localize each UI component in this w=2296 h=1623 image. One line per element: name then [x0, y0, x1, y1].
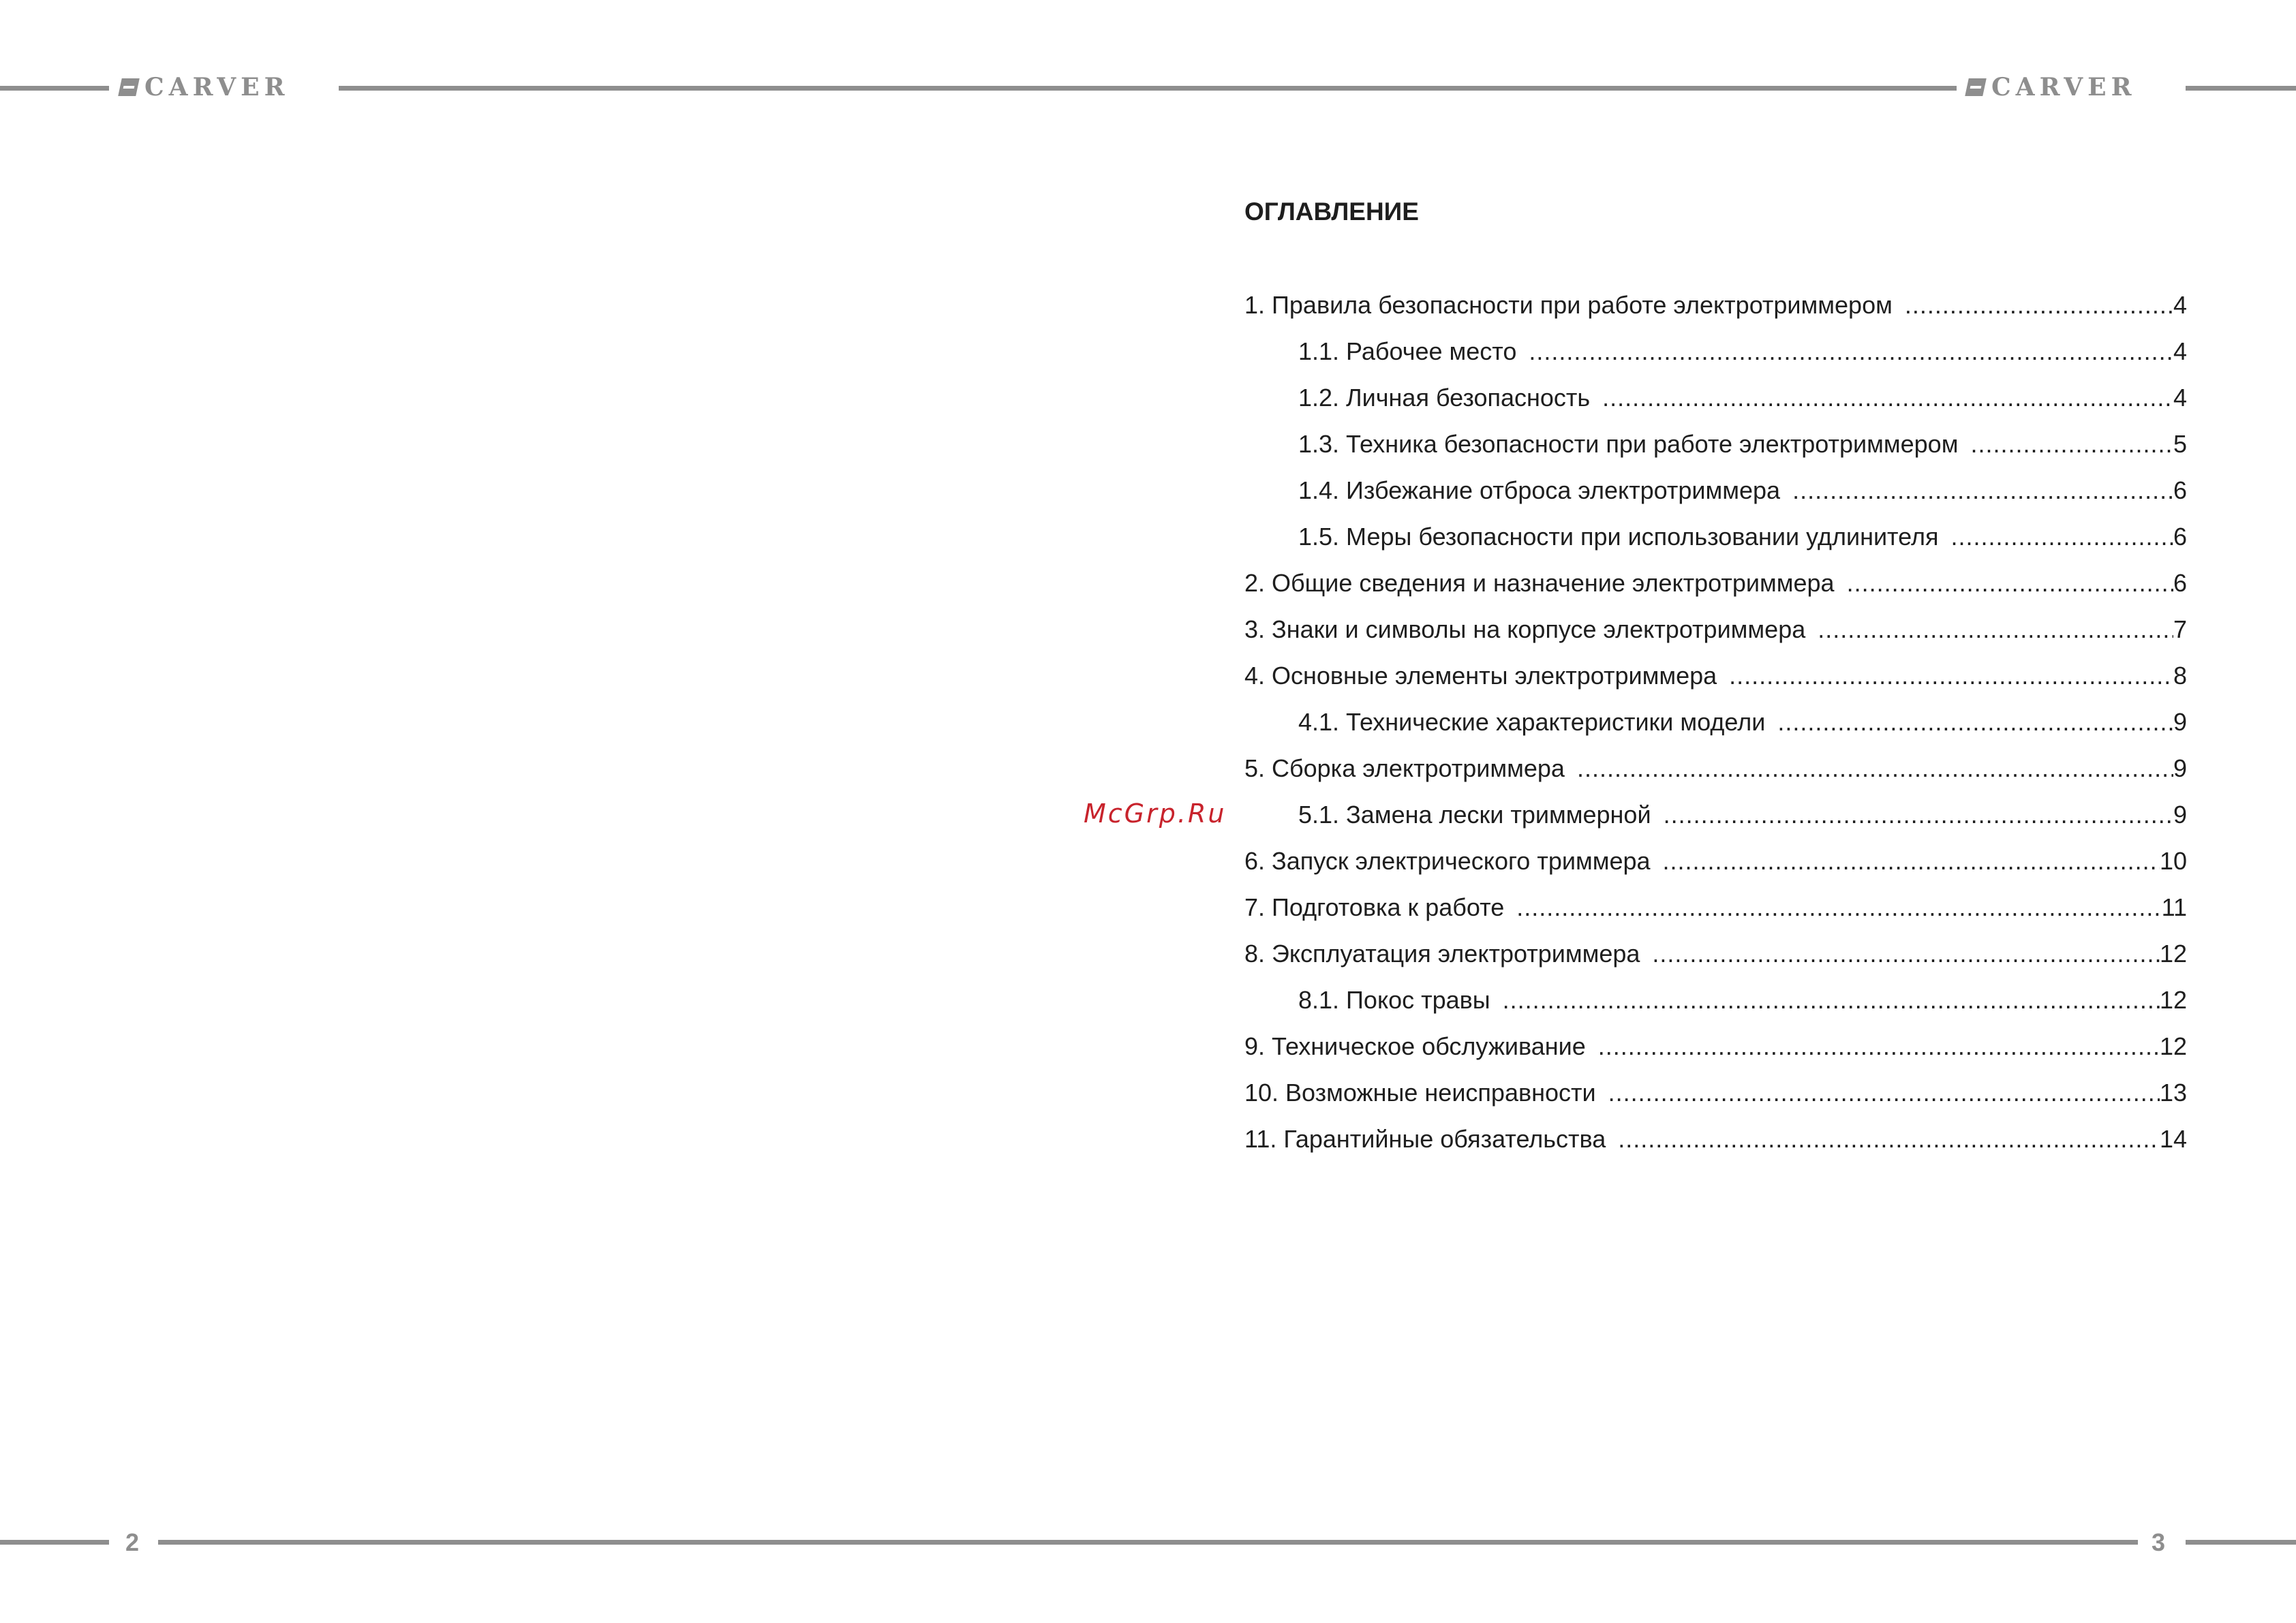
toc-entry[interactable] — [1244, 844, 2187, 890]
toc-leader-dots — [1602, 380, 2173, 416]
toc-entry-page: 6 — [2173, 569, 2187, 597]
toc-entry[interactable] — [1244, 566, 2187, 612]
toc-entry[interactable] — [1244, 983, 2187, 1029]
toc-entry-title: 8.1. Покос травы — [1298, 986, 1490, 1014]
toc-entry-page: 7 — [2173, 615, 2187, 643]
header-rule-center — [339, 86, 1957, 91]
toc-leader-dots — [1652, 936, 2160, 972]
toc-entry-page: 9 — [2173, 754, 2187, 782]
toc-leader-dots — [1516, 890, 2161, 925]
toc-entry-title: 11. Гарантийные обязательства — [1244, 1125, 1606, 1153]
toc-entry[interactable] — [1244, 334, 2187, 380]
toc-entry-title: 8. Эксплуатация электротриммера — [1244, 940, 1640, 968]
toc-entry-title: 1.4. Избежание отброса электротриммера — [1298, 476, 1781, 504]
header-logo-left — [120, 73, 290, 102]
toc-entry-title: 4. Основные элементы электротриммера — [1244, 662, 1717, 690]
toc-leader-dots — [1618, 1122, 2160, 1157]
toc-entry-title: 1.5. Меры безопасности при использовании удлинителя — [1298, 523, 1939, 551]
toc-entry[interactable] — [1244, 1029, 2187, 1075]
toc-entry[interactable] — [1244, 890, 2187, 936]
toc-entry[interactable] — [1244, 658, 2187, 705]
toc-leader-dots — [1950, 519, 2173, 555]
page-number-right: 3 — [2152, 1528, 2166, 1556]
toc-entry[interactable] — [1244, 797, 2187, 844]
toc-entry-page: 12 — [2159, 1032, 2187, 1060]
toc-leader-dots — [1905, 288, 2173, 323]
footer-rule-right — [2186, 1540, 2296, 1545]
toc-entry-title: 1.2. Личная безопасность — [1298, 384, 1591, 412]
toc-entry-page: 5 — [2173, 430, 2187, 458]
toc-entry[interactable] — [1244, 751, 2187, 797]
toc-leader-dots — [1503, 983, 2160, 1018]
toc-leader-dots — [1577, 751, 2173, 786]
toc-entry[interactable] — [1244, 612, 2187, 658]
toc-entry[interactable] — [1244, 473, 2187, 519]
toc-leader-dots — [1664, 797, 2173, 833]
toc-entry-page: 12 — [2159, 986, 2187, 1014]
toc-leader-dots — [1970, 427, 2173, 462]
toc-entry-title: 3. Знаки и символы на корпусе электротриммера — [1244, 615, 1806, 643]
toc-leader-dots — [1529, 334, 2173, 369]
toc-entry-title: 6. Запуск электрического триммера — [1244, 847, 1651, 875]
watermark: McGrp.Ru — [1084, 799, 1227, 829]
carver-logo-icon — [118, 78, 140, 96]
toc-entry-title: 9. Техническое обслуживание — [1244, 1032, 1586, 1060]
toc-leader-dots — [1792, 473, 2173, 508]
toc-entry[interactable] — [1244, 705, 2187, 751]
toc-entry-page: 9 — [2173, 708, 2187, 736]
toc-entry-page: 6 — [2173, 523, 2187, 551]
footer-rule-center — [158, 1540, 2138, 1545]
toc-entry-page: 4 — [2173, 291, 2187, 319]
toc-entry-page: 6 — [2173, 476, 2187, 504]
toc-entry-page: 12 — [2159, 940, 2187, 968]
header-rule-right — [2186, 86, 2296, 91]
toc-entry-title: 5. Сборка электротриммера — [1244, 754, 1565, 782]
toc-entry-page: 8 — [2173, 662, 2187, 690]
page-number-left: 2 — [125, 1528, 140, 1556]
toc-leader-dots — [1847, 566, 2173, 601]
header-rule-left — [0, 86, 109, 91]
toc-entry[interactable] — [1244, 380, 2187, 427]
toc-entry-title: 1. Правила безопасности при работе электротриммером — [1244, 291, 1893, 319]
toc-leader-dots — [1663, 844, 2160, 879]
toc-entry-page: 4 — [2173, 337, 2187, 365]
toc-entry-title: 10. Возможные неисправности — [1244, 1079, 1596, 1107]
toc-entry-page: 14 — [2159, 1125, 2187, 1153]
toc-entry-page: 11 — [2161, 893, 2187, 921]
toc-leader-dots — [1818, 612, 2173, 647]
header-logo-right — [1967, 73, 2137, 102]
toc-entry-title: 7. Подготовка к работе — [1244, 893, 1505, 921]
toc-entry[interactable] — [1244, 1075, 2187, 1122]
toc-entry-title: 2. Общие сведения и назначение электротриммера — [1244, 569, 1835, 597]
toc-entry-page: 13 — [2159, 1079, 2187, 1107]
toc-leader-dots — [1608, 1075, 2160, 1111]
toc-entry-title: 5.1. Замена лески триммерной — [1298, 801, 1651, 829]
toc-entry-page: 9 — [2173, 801, 2187, 829]
toc-leader-dots — [1598, 1029, 2160, 1064]
toc-heading: ОГЛАВЛЕНИЕ — [1244, 198, 1419, 226]
logo-text-right: CARVER — [1991, 73, 2137, 102]
logo-text-left: CARVER — [144, 73, 290, 102]
toc-entry[interactable] — [1244, 288, 2187, 334]
toc-list — [1244, 288, 2187, 1168]
toc-entry-page: 10 — [2159, 847, 2187, 875]
toc-entry-page: 4 — [2173, 384, 2187, 412]
toc-entry-title: 4.1. Технические характеристики модели — [1298, 708, 1766, 736]
carver-logo-icon — [1965, 78, 1987, 96]
toc-leader-dots — [1777, 705, 2173, 740]
toc-leader-dots — [1729, 658, 2173, 694]
footer-rule-left — [0, 1540, 109, 1545]
toc-entry-title: 1.3. Техника безопасности при работе электротриммером — [1298, 430, 1959, 458]
toc-entry[interactable] — [1244, 427, 2187, 473]
toc-entry[interactable] — [1244, 519, 2187, 566]
toc-entry[interactable] — [1244, 1122, 2187, 1168]
toc-entry[interactable] — [1244, 936, 2187, 983]
toc-entry-title: 1.1. Рабочее место — [1298, 337, 1517, 365]
